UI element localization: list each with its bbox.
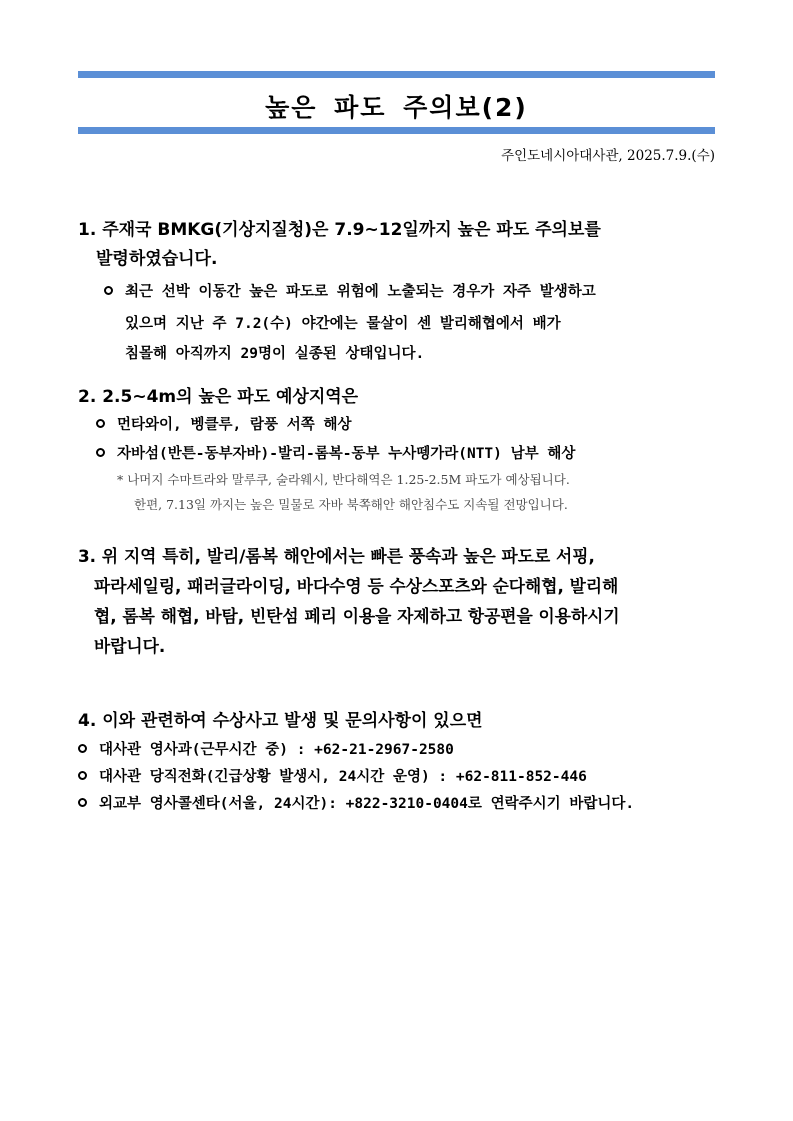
section2-bullet: 먼타와이, 벵클루, 람풍 서쪽 해상 bbox=[96, 413, 351, 434]
section3-line2: 파라세일링, 패러글라이딩, 바다수영 등 수상스포츠와 순다해협, 발리해 bbox=[94, 576, 619, 596]
contact-item: 대사관 당직전화(긴급상황 발생시, 24시간 운영) : +62-811-852-446 bbox=[78, 765, 587, 786]
section1-bullet-line3: 침몰해 아직까지 29명이 실종된 상태입니다. bbox=[125, 346, 425, 362]
section1-bullet-line1: 최근 선박 이동간 높은 파도로 위험에 노출되는 경우가 자주 발생하고 bbox=[104, 280, 596, 301]
section1-heading-line2: 발령하였습니다. bbox=[96, 249, 218, 269]
contact-item: 외교부 영사콜센타(서울, 24시간): +822-3210-0404로 연락주시기 바랍니다. bbox=[78, 792, 634, 813]
bullet-circle-icon bbox=[104, 286, 113, 295]
section2-note-line1: * 나머지 수마트라와 말루쿠, 술라웨시, 반다해역은 1.25-2.5M 파도가 예상됩니다. bbox=[117, 472, 570, 487]
dateline: 주인도네시아대사관, 2025.7.9.(수) bbox=[501, 148, 715, 164]
title-top-rule bbox=[78, 71, 715, 78]
section2-note-line2: 한편, 7.13일 까지는 높은 밀물로 자바 북쪽해안 해안침수도 지속될 전망입니다. bbox=[134, 497, 568, 512]
section2-bullet: 자바섬(반튼-동부자바)-발리-롬복-동부 누사뗑가라(NTT) 남부 해상 bbox=[96, 442, 575, 463]
section1-heading-line1: 1. 주재국 BMKG(기상지질청)은 7.9~12일까지 높은 파도 주의보를 bbox=[78, 220, 601, 240]
contact-item: 대사관 영사과(근무시간 중) : +62-21-2967-2580 bbox=[78, 738, 454, 759]
title-bottom-rule bbox=[78, 127, 715, 134]
bullet-circle-icon bbox=[78, 744, 87, 753]
section2-heading: 2. 2.5~4m의 높은 파도 예상지역은 bbox=[78, 387, 359, 407]
section4-heading: 4. 이와 관련하여 수상사고 발생 및 문의사항이 있으면 bbox=[78, 711, 483, 731]
section3-line1: 3. 위 지역 특히, 발리/롬복 해안에서는 빠른 풍속과 높은 파도로 서핑, bbox=[78, 546, 595, 566]
section1-bullet-line2: 있으며 지난 주 7.2(수) 야간에는 물살이 센 발리해협에서 배가 bbox=[125, 316, 561, 332]
bullet-circle-icon bbox=[96, 419, 105, 428]
section3-line4: 바랍니다. bbox=[94, 636, 166, 656]
page-title: 높은 파도 주의보(2) bbox=[265, 93, 528, 122]
section3-line3: 협, 롬복 해협, 바탐, 빈탄섬 페리 이용을 자제하고 항공편을 이용하시기 bbox=[94, 606, 620, 626]
bullet-circle-icon bbox=[78, 771, 87, 780]
bullet-circle-icon bbox=[96, 448, 105, 457]
bullet-circle-icon bbox=[78, 798, 87, 807]
